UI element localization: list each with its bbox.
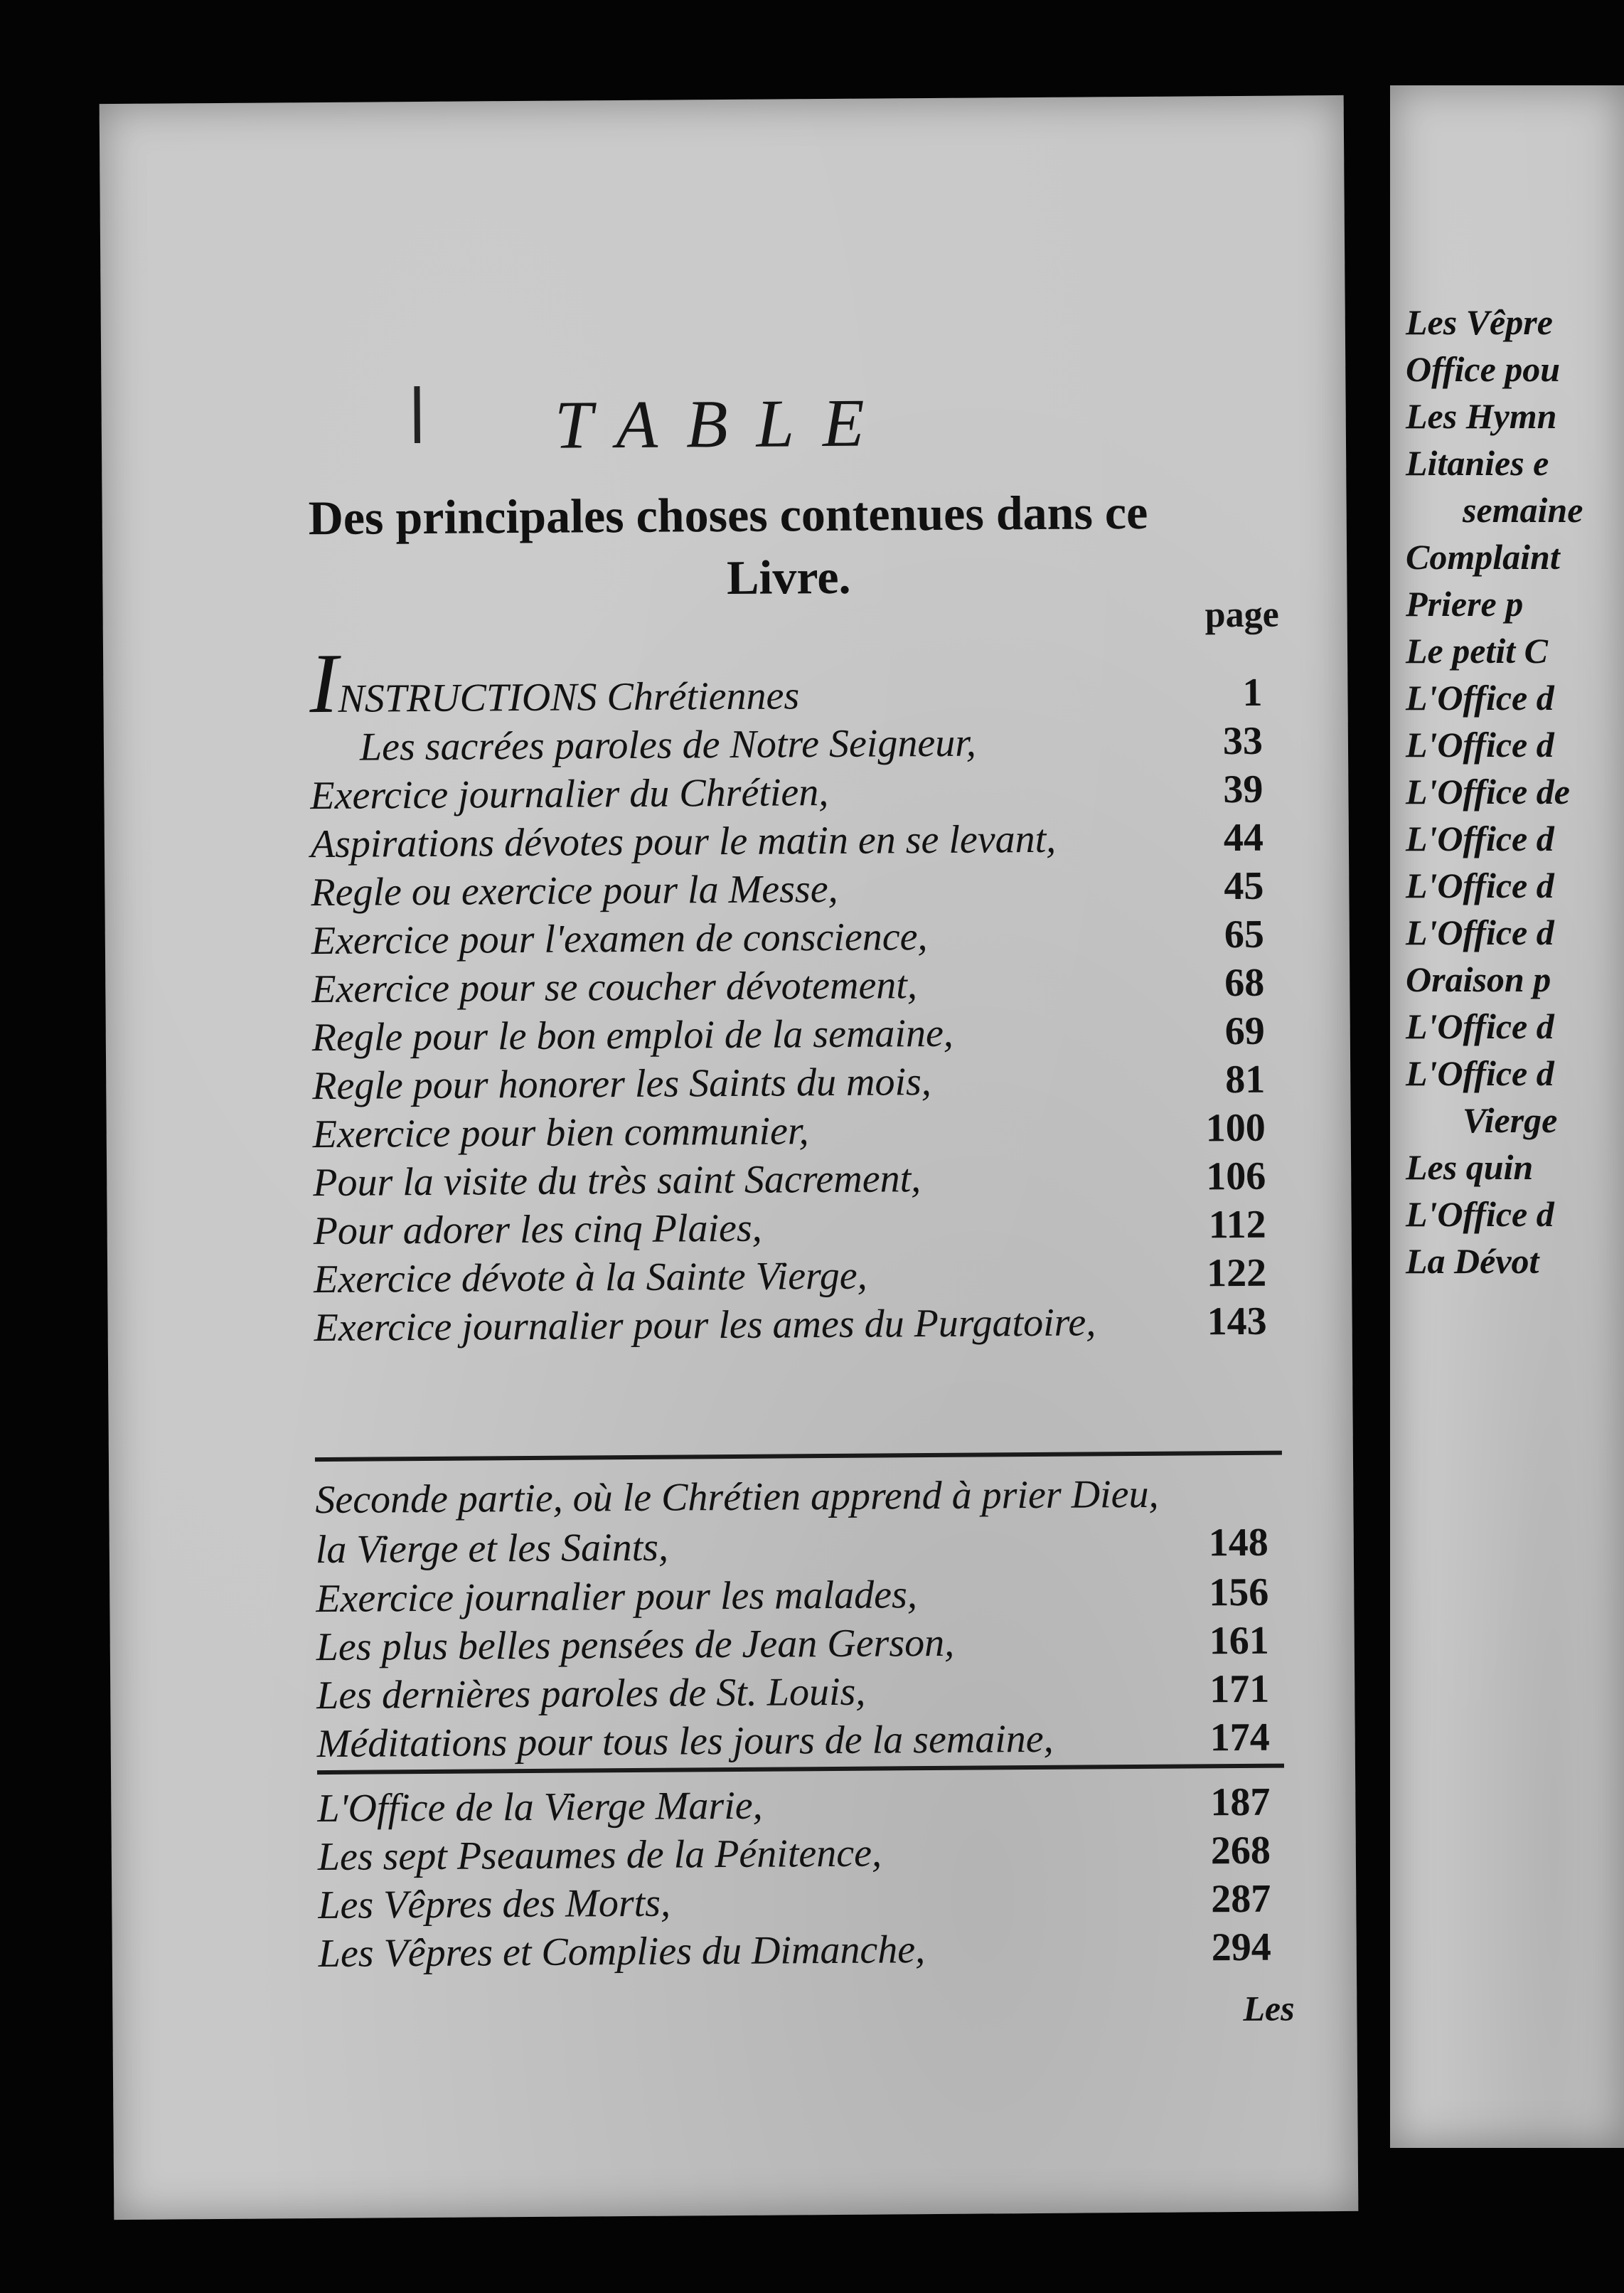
right-toc-line: L'Office d [1406,678,1554,718]
toc-entry: Exercice pour l'examen de conscience, 65 [311,912,1265,964]
toc-entry: Regle pour le bon emploi de la semaine, 69 [311,1009,1265,1060]
toc-section-2 [315,1469,1270,1768]
right-toc-line: Priere p [1406,584,1524,624]
right-toc-line: Les Hymn [1406,396,1557,436]
subtitle-line-2: Livre. [726,549,851,605]
toc-entry: Méditations pour tous les jours de la semaine, 174 [316,1715,1270,1767]
right-toc-line: La Dévot [1406,1241,1539,1281]
toc-entry: Pour la visite du très saint Sacrement, 106 [313,1154,1266,1206]
right-toc-line: L'Office d [1406,1053,1554,1093]
right-toc-line: Le petit C [1406,631,1548,671]
section-divider [315,1451,1282,1462]
toc-entry: Exercice journalier pour les ames du Purgatoire, 143 [314,1299,1267,1351]
right-toc-line: L'Office d [1406,725,1554,765]
right-toc-line: L'Office d [1406,866,1554,905]
right-toc-line: L'Office d [1406,1194,1554,1234]
right-toc-line: Litanies e [1406,443,1549,483]
toc-entry: Exercice journalier du Chrétien, 39 [310,767,1264,819]
toc-entry: Les Vêpres des Morts, 287 [318,1876,1271,1928]
right-toc-line: Vierge [1463,1100,1558,1140]
page-title: TABLE [554,384,893,463]
toc-entry: Regle pour honorer les Saints du mois, 81 [312,1057,1266,1109]
toc-entry: Les sept Pseaumes de la Pénitence, 268 [317,1828,1271,1880]
right-toc-line: L'Office d [1406,1006,1554,1046]
right-toc-line: Les quin [1406,1147,1534,1187]
toc-entry: Pour adorer les cinq Plaies, 112 [313,1202,1266,1254]
toc-entry: Exercice pour se coucher dévotement, 68 [311,960,1265,1012]
right-toc-line: Office pou [1406,349,1561,389]
right-page-toc-fragment [1406,299,1583,1284]
toc-entry: Exercice dévote à la Sainte Vierge, 122 [313,1250,1267,1302]
toc-section-3 [317,1778,1271,1978]
catchword: Les [1243,1988,1295,2028]
toc-entry: L'Office de la Vierge Marie, 187 [317,1779,1271,1831]
toc-entry: Aspirations dévotes pour le matin en se levant, 44 [310,815,1264,867]
toc-entry: Regle ou exercice pour la Messe, 45 [311,863,1264,915]
toc-entry: Seconde partie, où le Chrétien apprend à prier Dieu, la Vierge et les Saints, 148 [315,1472,1269,1573]
toc-entry: INSTRUCTIONS Chrétiennes 1 [309,635,1263,731]
toc-entry: Exercice pour bien communier, 100 [312,1105,1266,1157]
toc-entry: Les sacrées paroles de Notre Seigneur, 33 [359,718,1264,770]
right-toc-line: Complaint [1406,537,1560,577]
right-toc-line: Oraison p [1406,959,1551,999]
page-subtitle [308,480,1268,612]
toc-entry: Les dernières paroles de St. Louis, 171 [316,1666,1270,1718]
toc-entry: Les plus belles pensées de Jean Gerson, 161 [316,1618,1269,1670]
page-column-heading: page [1204,594,1279,636]
left-book-page [100,95,1359,2220]
right-toc-line: L'Office d [1406,913,1554,952]
right-toc-line: L'Office d [1406,819,1554,858]
right-toc-line: L'Office de [1406,772,1570,812]
right-book-page [1390,85,1624,2148]
subtitle-line-1: Des principales choses contenues dans ce [308,484,1148,546]
right-toc-line: semaine [1463,490,1583,530]
toc-entry: Les Vêpres et Complies du Dimanche, 294 [318,1925,1271,1977]
toc-section-1 [309,635,1267,1352]
right-toc-line: Les Vêpre [1406,302,1553,342]
toc-entry: Exercice journalier pour les malades, 156 [316,1570,1269,1622]
